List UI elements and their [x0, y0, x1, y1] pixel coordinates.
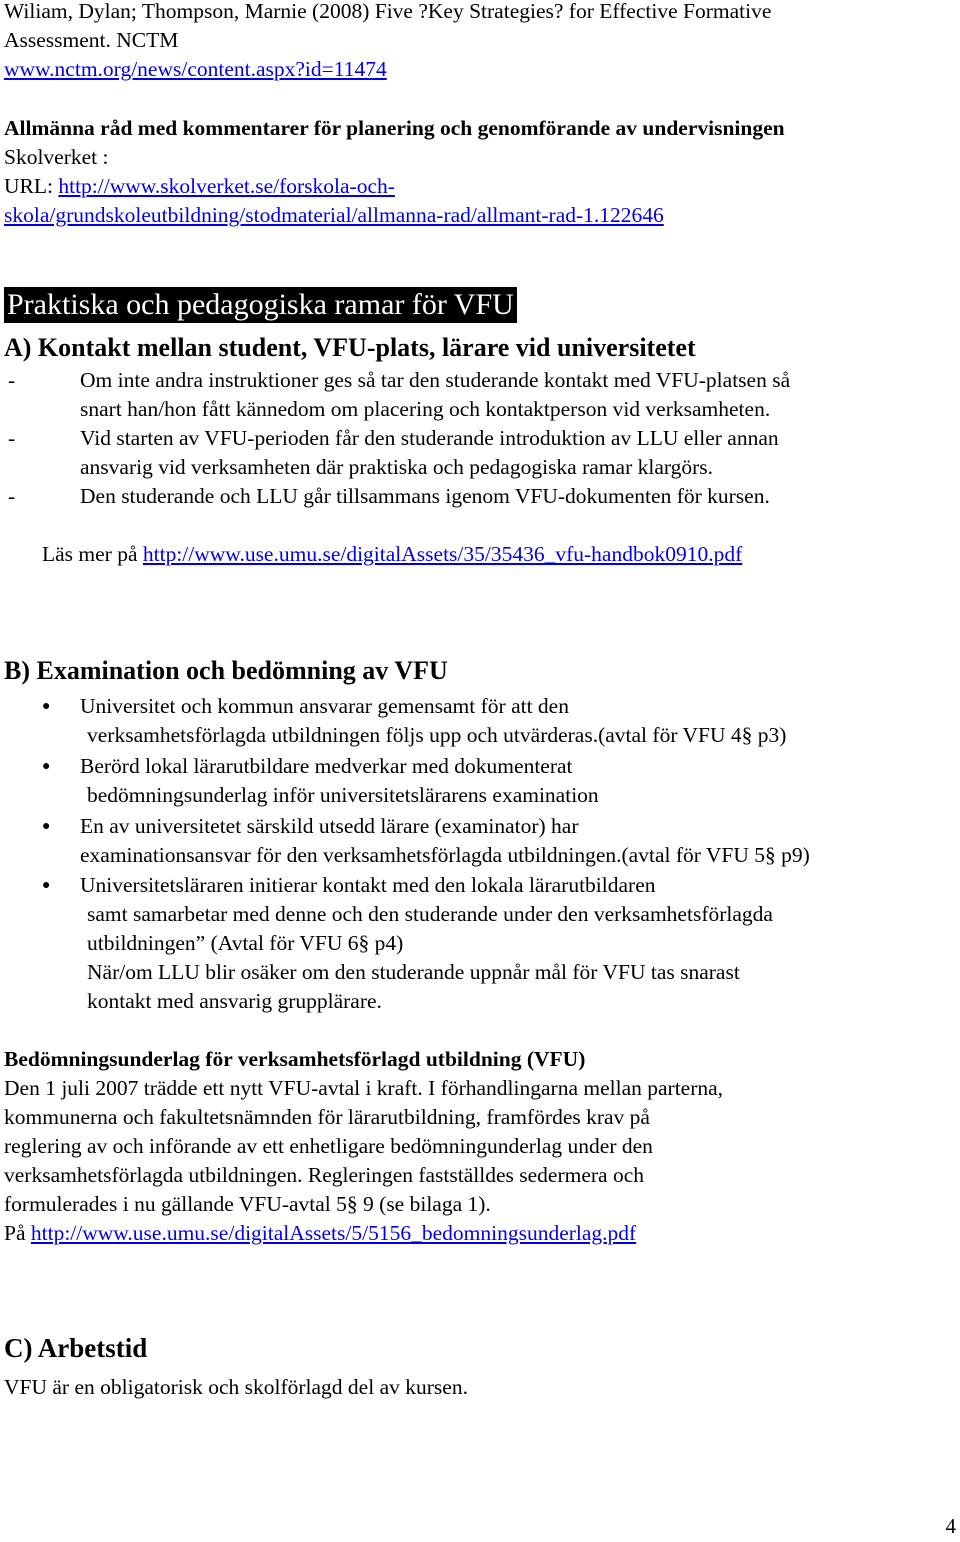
read-more-prefix: Läs mer på: [42, 542, 143, 566]
dash-marker: -: [8, 368, 16, 392]
skolverket-url-line1: [4, 172, 395, 201]
section-b-bullet-4-line5: kontakt med ansvarig grupplärare.: [87, 989, 382, 1013]
reference-wiliam-line2: Assessment. NCTM: [4, 28, 179, 52]
section-b-bullet-4-line3: utbildningen” (Avtal för VFU 6§ p4): [87, 931, 404, 955]
read-more: [42, 540, 742, 569]
skolverket-link[interactable]: http://www.skolverket.se/forskola-och-: [58, 174, 395, 198]
underlag-line-2: kommunerna och fakultetsnämnden för lärarutbildning, framfördes krav på: [4, 1105, 650, 1129]
skolverket-label: Skolverket :: [4, 145, 109, 169]
section-b-bullet-3-line2: examinationsansvar för den verksamhetsförlagda utbildningen.(avtal för VFU 5§ p9): [80, 843, 810, 867]
vfu-handbok-link[interactable]: http://www.use.umu.se/digitalAssets/35/35436_vfu-handbok0910.pdf: [142, 542, 743, 566]
underlag-line-5: formulerades i nu gällande VFU-avtal 5§ 9 (se bilaga 1).: [4, 1192, 491, 1216]
section-b-heading: B) Examination och bedömning av VFU: [4, 656, 448, 685]
underlag-link-prefix: På: [4, 1221, 31, 1245]
bedomningsunderlag-link[interactable]: http://www.use.umu.se/digitalAssets/5/5156_bedomningsunderlag.pdf: [30, 1221, 637, 1245]
underlag-line-4: verksamhetsförlagda utbildningen. Regleringen fastställdes sedermera och: [4, 1163, 645, 1187]
allmanna-rad-title: Allmänna råd med kommentarer för planering och genomförande av undervisningen: [4, 116, 785, 140]
underlag-link-line: [4, 1219, 636, 1248]
section-title: Praktiska och pedagogiska ramar för VFU: [4, 287, 517, 323]
section-c-heading: C) Arbetstid: [4, 1333, 148, 1363]
section-a-item-2-line1: Vid starten av VFU-perioden får den studerande introduktion av LLU eller annan: [80, 426, 779, 450]
bullet-icon: ●: [42, 759, 51, 774]
section-b-bullet-4-line1: Universitetsläraren initierar kontakt med den lokala lärarutbildaren: [80, 873, 656, 897]
url-prefix: URL:: [4, 174, 59, 198]
wiliam-link[interactable]: www.nctm.org/news/content.aspx?id=11474: [4, 57, 387, 81]
underlag-heading: Bedömningsunderlag för verksamhetsförlagd utbildning (VFU): [4, 1047, 586, 1071]
dash-marker: -: [8, 426, 16, 450]
reference-wiliam-line1: Wiliam, Dylan; Thompson, Marnie (2008) Five ?Key Strategies? for Effective Formative: [4, 0, 772, 23]
underlag-line-3: reglering av och införande av ett enhetligare bedömningunderlag under den: [4, 1134, 653, 1158]
bullet-icon: ●: [42, 878, 51, 893]
underlag-line-1: Den 1 juli 2007 trädde ett nytt VFU-avtal i kraft. I förhandlingarna mellan parterna,: [4, 1076, 724, 1100]
page-number: 4: [945, 1514, 956, 1538]
section-a-item-3-line1: Den studerande och LLU går tillsammans igenom VFU-dokumenten för kursen.: [80, 484, 770, 508]
dash-marker: -: [8, 484, 16, 508]
section-b-bullet-2-line1: Berörd lokal lärarutbildare medverkar med dokumenterat: [80, 754, 573, 778]
section-b-bullet-4-line4: När/om LLU blir osäker om den studerande uppnår mål för VFU tas snarast: [87, 960, 740, 984]
section-b-bullet-1-line1: Universitet och kommun ansvarar gemensamt för att den: [80, 694, 569, 718]
section-a-item-1-line2: snart han/hon fått kännedom om placering och kontaktperson vid verksamheten.: [80, 397, 771, 421]
section-b-bullet-4-line2: samt samarbetar med denne och den studerande under den verksamhetsförlagda: [87, 902, 773, 926]
bullet-icon: ●: [42, 819, 51, 834]
section-c-text: VFU är en obligatorisk och skolförlagd del av kursen.: [4, 1375, 468, 1399]
section-a-item-2-line2: ansvarig vid verksamheten där praktiska och pedagogiska ramar klargörs.: [80, 455, 714, 479]
section-b-bullet-3-line1: En av universitetet särskild utsedd lärare (examinator) har: [80, 814, 579, 838]
skolverket-link-cont[interactable]: skola/grundskoleutbildning/stodmaterial/allmanna-rad/allmant-rad-1.122646: [4, 203, 664, 227]
section-b-bullet-1-line2: verksamhetsförlagda utbildningen följs upp och utvärderas.(avtal för VFU 4§ p3): [87, 723, 787, 747]
section-a-heading: A) Kontakt mellan student, VFU-plats, lärare vid universitetet: [4, 333, 696, 362]
section-a-item-1-line1: Om inte andra instruktioner ges så tar den studerande kontakt med VFU-platsen så: [80, 368, 791, 392]
bullet-icon: ●: [42, 699, 51, 714]
section-b-bullet-2-line2: bedömningsunderlag inför universitetslärarens examination: [87, 783, 599, 807]
